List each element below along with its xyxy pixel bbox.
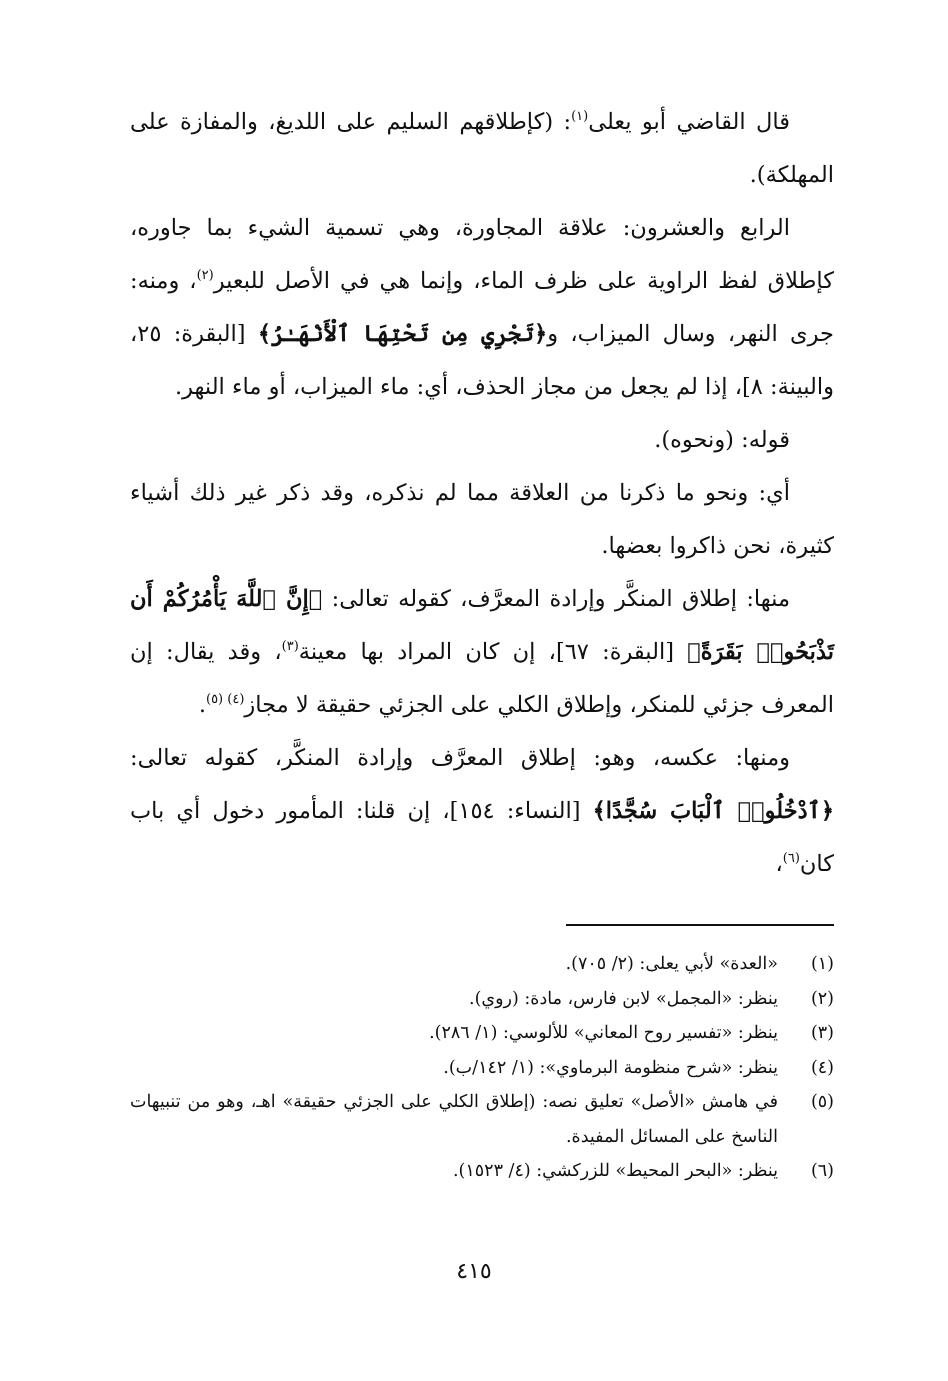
footnote-item [130, 1085, 834, 1154]
footnote-number: (٦) [810, 1161, 834, 1181]
footnote-ref-2: (٢) [196, 268, 214, 283]
paragraph-5: منها: إطلاق المنكَّر وإرادة المعرَّف، كقوله تعالى: ﴿إِنَّ ٱللَّهَ يَأْمُرُكُمْ أَن تَذْبَحُوا۟ بَقَرَةً﴾ [البقرة: ٦٧]، إن كان المراد بها معينة$^{(٣)}$، وقد يقال: إن المعرف جزئي للمنكر، وإطلاق الكلي على الجزئي حقيقة لا مجاز$^{(٤) (٥)}$. [130, 586, 834, 718]
paragraph-2: الرابع والعشرون: علاقة المجاورة، وهي تسمية الشيء بما جاوره، كإطلاق لفظ الراوية على ظرف الماء، وإنما هي في الأصل للبعير$^{(٢)}$، ومنه: جرى النهر، وسال الميزاب، و﴿تَجْرِي مِن تَحْتِهَا ٱلْأَنْهَـٰرُ﴾ [البقرة: ٢٥، والبينة: ٨]، إذا لم يجعل من مجاز الحذف، أي: ماء الميزاب، أو ماء النهر. [130, 215, 835, 400]
footnote-text: ينظر: «تفسير روح المعاني» للألوسي: (١/ ٢٨٦). [429, 1023, 778, 1043]
footnote-ref-6: (٦) [782, 851, 800, 866]
quran-verse-2: ﴿إِنَّ ٱللَّهَ يَأْمُرُكُمْ أَن تَذْبَحُوا۟ بَقَرَةً﴾ [130, 586, 834, 665]
footnote-text: ينظر: «المجمل» لابن فارس، مادة: (روي). [469, 988, 778, 1009]
footnote-text: ينظر: «البحر المحيط» للزركشي: (٤/ ١٥٢٣). [452, 1161, 778, 1181]
quran-verse-3: ﴿ٱدْخُلُوا۟ ٱلْبَابَ سُجَّدًا﴾ [592, 798, 834, 824]
footnote-text: «العدة» لأبي يعلى: (٢/ ٧٠٥). [565, 954, 778, 974]
paragraph-6: ومنها: عكسه، وهو: إطلاق المعرَّف وإرادة المنكَّر، كقوله تعالى: ﴿ٱدْخُلُوا۟ ٱلْبَابَ سُجَّدًا﴾ [النساء: ١٥٤]، إن قلنا: المأمور دخول أي باب كان$^{(٦)}$، [130, 745, 834, 877]
footnote-text: ينظر: «شرح منظومة البرماوي»: (١/ ١٤٢/ب). [443, 1057, 778, 1078]
footnote-number: (١) [810, 954, 834, 974]
quran-verse-1: ﴿تَجْرِي مِن تَحْتِهَا ٱلْأَنْهَـٰرُ﴾ [257, 321, 548, 347]
footnote-number: (٢) [810, 988, 834, 1009]
paragraph-1: قال القاضي أبو يعلى$^{(١)}$: (كإطلاقهم السليم على اللديغ، والمفازة على المهلكة). [130, 109, 834, 188]
footnote-ref-4-5: (٤) (٥) [205, 692, 245, 707]
footnote-ref-1: (١) [571, 109, 589, 124]
footnote-separator [566, 924, 834, 926]
page-number: ٤١٥ [456, 1259, 492, 1284]
footnote-number: (٣) [810, 1023, 834, 1043]
paragraph-3: قوله: (ونحوه). [654, 427, 790, 453]
footnote-item [130, 1154, 834, 1189]
footnote-item [130, 947, 834, 982]
footnote-item [130, 1016, 834, 1051]
footnote-text: في هامش «الأصل» تعليق نصه: (إطلاق الكلي على الجزئي حقيقة» اهـ، وهو من تنبيهات الناسخ على المسائل المفيدة. [130, 1092, 778, 1147]
main-text [130, 96, 834, 891]
paragraph-4: أي: ونحو ما ذكرنا من العلاقة مما لم نذكره، وقد ذكر غير ذلك أشياء كثيرة، نحن ذاكروا بعضها. [130, 480, 834, 559]
footnote-number: (٤) [810, 1057, 834, 1078]
footnote-ref-3: (٣) [281, 639, 299, 654]
footnote-item [130, 982, 834, 1017]
footnote-number: (٥) [810, 1092, 834, 1112]
footnote-item [130, 1051, 834, 1086]
footnotes [130, 947, 834, 1189]
